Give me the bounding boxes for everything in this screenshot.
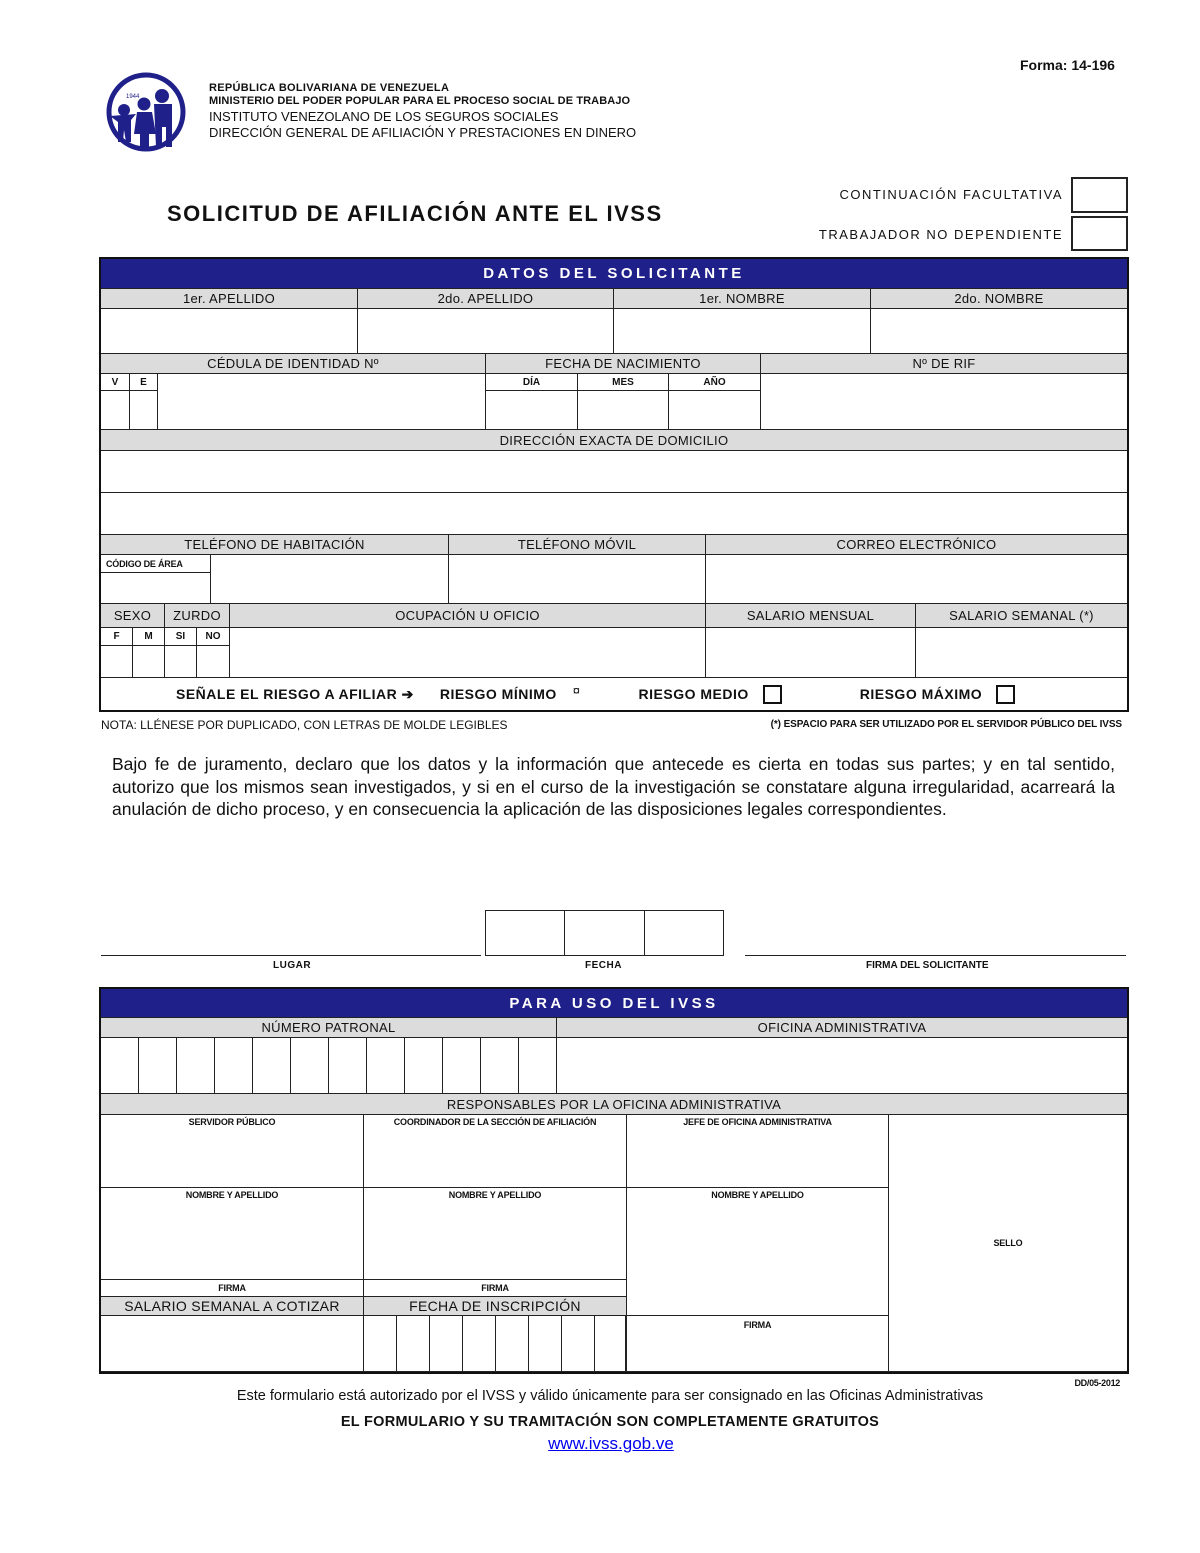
label-monthly-salary: SALARIO MENSUAL [705,603,916,628]
header-line-3: INSTITUTO VENEZOLANO DE LOS SEGUROS SOCIALES [209,109,559,124]
note-left: NOTA: LLÉNESE POR DUPLICADO, CON LETRAS DE MOLDE LEGIBLES [101,718,508,732]
risk-max-label: RIESGO MÁXIMO [859,686,983,702]
risk-min-option[interactable]: ¤ [572,682,581,698]
label-address: DIRECCIÓN EXACTA DE DOMICILIO [100,429,1128,451]
label-left-handed: ZURDO [164,603,230,628]
place-line[interactable] [101,955,481,956]
label-year: AÑO [668,373,761,391]
label-office: OFICINA ADMINISTRATIVA [556,1017,1128,1038]
label-home-phone: TELÉFONO DE HABITACIÓN [100,534,449,555]
label-rif: Nº DE RIF [760,353,1128,374]
place-label: LUGAR [273,960,312,971]
risk-prompt: SEÑALE EL RIESGO A AFILIAR ➔ [176,685,414,702]
label-weekly-contribution: SALARIO SEMANAL A COTIZAR [100,1296,364,1316]
label-no: NO [196,627,230,646]
risk-med-label: RIESGO MEDIO [638,686,749,702]
header-line-4: DIRECCIÓN GENERAL DE AFILIACIÓN Y PRESTACIONES EN DINERO [209,125,637,140]
coordinator-signature-label: FIRMA [363,1279,627,1297]
note-right: (*) ESPACIO PARA SER UTILIZADO POR EL SERVIDOR PÚBLICO DEL IVSS [770,719,1122,730]
page-title: SOLICITUD DE AFILIACIÓN ANTE EL IVSS [167,201,663,226]
label-area-code: CÓDIGO DE ÁREA [100,554,211,573]
label-birth-date: FECHA DE NACIMIENTO [485,353,761,374]
ivss-website-link[interactable]: www.ivss.gob.ve [548,1434,674,1453]
label-first-surname: 1er. APELLIDO [100,288,358,309]
date-year-field[interactable] [644,910,724,956]
label-employer-number: NÚMERO PATRONAL [100,1017,557,1038]
office-chief-box[interactable]: JEFE DE OFICINA ADMINISTRATIVA [626,1114,889,1188]
label-registration-date: FECHA DE INSCRIPCIÓN [363,1296,627,1316]
independent-checkbox[interactable] [1071,216,1128,251]
servant-signature-label: FIRMA [100,1279,364,1297]
chief-signature-box[interactable]: FIRMA [626,1315,889,1372]
label-occupation: OCUPACIÓN U OFICIO [229,603,706,628]
label-f: F [100,627,133,646]
ivss-logo [104,72,188,152]
coordinator-name-box[interactable]: NOMBRE Y APELLIDO [363,1187,627,1280]
label-second-surname: 2do. APELLIDO [357,288,614,309]
footer-free-notice: EL FORMULARIO Y SU TRAMITACIÓN SON COMPLETAMENTE GRATUITOS [340,1414,880,1430]
public-servant-box[interactable]: SERVIDOR PÚBLICO [100,1114,364,1188]
footer-link-wrap [0,1434,1200,1454]
signature-line[interactable] [745,955,1126,956]
label-second-name: 2do. NOMBRE [870,288,1128,309]
ivss-frame [99,987,1129,1374]
label-weekly-salary: SALARIO SEMANAL (*) [915,603,1128,628]
header-line-1: REPÚBLICA BOLIVARIANA DE VENEZUELA [209,82,450,94]
label-day: DÍA [485,373,578,391]
signature-label: FIRMA DEL SOLICITANTE [866,960,989,971]
label-v: V [100,373,130,391]
coordinator-box[interactable]: COORDINADOR DE LA SECCIÓN DE AFILIACIÓN [363,1114,627,1188]
date-label: FECHA [585,960,622,971]
label-cedula: CÉDULA DE IDENTIDAD Nº [100,353,486,374]
section-header-ivss: PARA USO DEL IVSS [100,988,1128,1018]
label-mobile-phone: TELÉFONO MÓVIL [448,534,706,555]
section-header-applicant: DATOS DEL SOLICITANTE [100,258,1128,288]
risk-min-label: RIESGO MÍNIMO [439,686,557,702]
label-m: M [132,627,165,646]
date-month-field[interactable] [564,910,645,956]
svg-text:1944: 1944 [126,94,140,100]
form-number: Forma: 14-196 [1020,57,1115,73]
label-month: MES [577,373,669,391]
declaration-text: Bajo fe de juramento, declaro que los datos y la información que antecede es cierta en todas sus partes; y en tal sentido, autorizo que los mismos sean investigados, y si en el curso de la investigación se constatare alguna irregularidad, acarreará la anulación de dicho proceso, y en consecuencia la aplicación de las disposiciones legales correspondientes. [112,754,1115,819]
label-e: E [129,373,158,391]
servant-name-box[interactable]: NOMBRE Y APELLIDO [100,1187,364,1280]
date-day-field[interactable] [485,910,565,956]
header-line-2: MINISTERIO DEL PODER POPULAR PARA EL PROCESO SOCIAL DE TRABAJO [209,95,631,107]
label-si: SI [164,627,197,646]
form-code: DD/05-2012 [1074,1378,1120,1388]
footer-authorization: Este formulario está autorizado por el IVSS y válido únicamente para ser consignado en las Oficinas Administrativas [236,1388,984,1404]
label-email: CORREO ELECTRÓNICO [705,534,1128,555]
label-sex: SEXO [100,603,165,628]
label-responsible: RESPONSABLES POR LA OFICINA ADMINISTRATIVA [100,1093,1128,1115]
label-first-name: 1er. NOMBRE [613,288,871,309]
option-label-continuation: CONTINUACIÓN FACULTATIVA [839,187,1063,202]
chief-name-box[interactable]: NOMBRE Y APELLIDO [626,1187,889,1316]
option-label-independent: TRABAJADOR NO DEPENDIENTE [818,227,1063,242]
seal-box[interactable]: SELLO [888,1114,1128,1372]
applicant-frame [99,257,1129,712]
continuation-checkbox[interactable] [1071,177,1128,213]
